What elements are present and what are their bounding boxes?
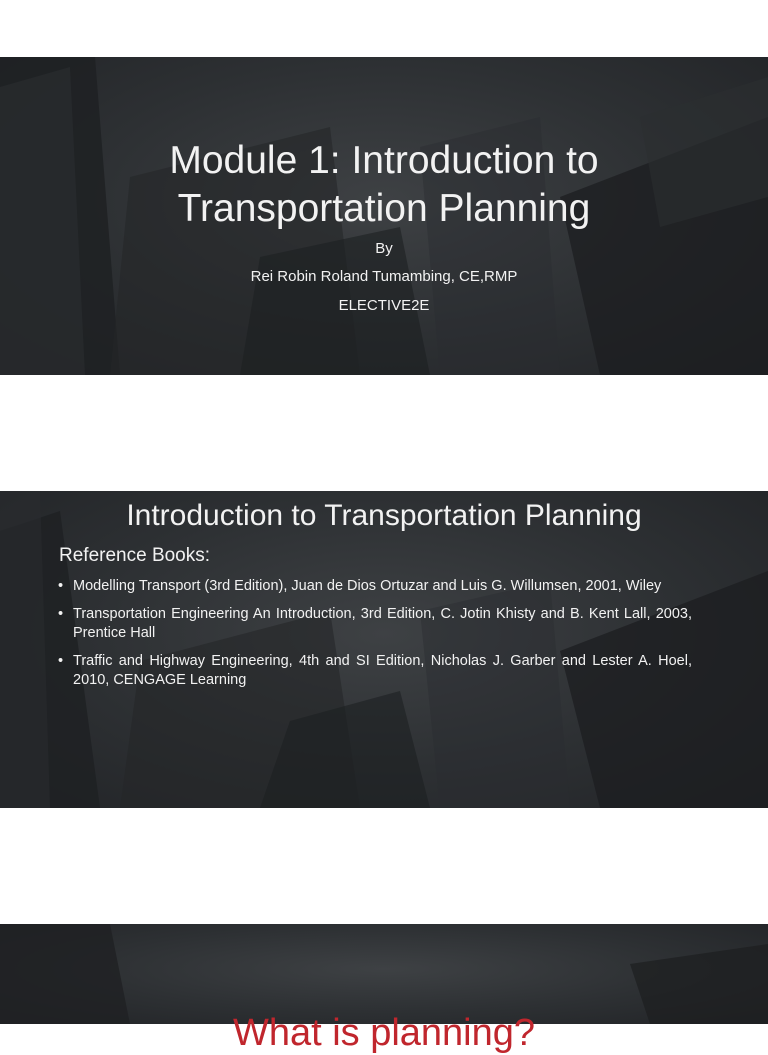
by-label: By xyxy=(375,240,393,257)
author-name: Rei Robin Roland Tumambing, CE,RMP xyxy=(250,268,518,285)
bullet-icon: • xyxy=(58,653,64,669)
list-item xyxy=(58,605,692,643)
list-item xyxy=(58,577,692,596)
course-code: ELECTIVE2E xyxy=(338,297,430,314)
list-item xyxy=(58,652,692,690)
slide-1-title xyxy=(0,137,768,233)
reference-list xyxy=(58,577,692,699)
slide-3 xyxy=(0,924,768,1054)
reference-text: Traffic and Highway Engineering, 4th and SI Edition, Nicholas J. Garber and Lester A. Hoel, 2010, CENGAGE Learning xyxy=(73,653,692,688)
title-line-2: Transportation Planning xyxy=(177,187,591,230)
reference-text: Modelling Transport (3rd Edition), Juan de Dios Ortuzar and Luis G. Willumsen, 2001, Wiley xyxy=(73,578,662,594)
slide-1 xyxy=(0,57,768,375)
reference-books-heading: Reference Books: xyxy=(59,545,211,566)
slide-2 xyxy=(0,491,768,808)
slide-2-title: Introduction to Transportation Planning xyxy=(126,499,642,532)
reference-text: Transportation Engineering An Introduction, 3rd Edition, C. Jotin Khisty and B. Kent Lall, 2003, Prentice Hall xyxy=(73,606,692,641)
slide-3-title: What is planning? xyxy=(232,1012,536,1054)
bullet-icon: • xyxy=(58,578,64,594)
title-line-1: Module 1: Introduction to xyxy=(169,139,599,182)
bullet-icon: • xyxy=(58,606,64,622)
